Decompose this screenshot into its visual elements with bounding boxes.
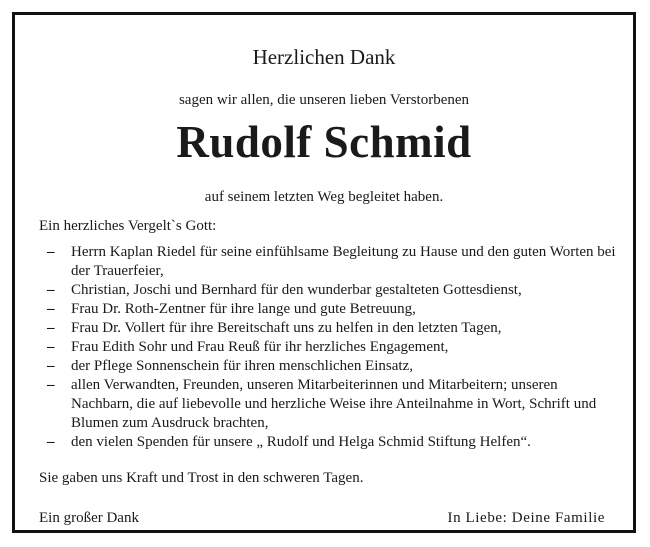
thanks-list [47, 243, 622, 452]
dash-marker: – [47, 377, 55, 393]
list-item [47, 433, 622, 452]
deceased-name: Rudolf Schmid [176, 117, 472, 167]
dash-marker: – [47, 358, 55, 374]
dash-marker: – [47, 282, 55, 298]
dash-marker: – [47, 244, 55, 260]
list-item-text: allen Verwandten, Freunden, unseren Mitarbeiterinnen und Mitarbeitern; unseren Nachbarn, die auf liebevolle und herzliche Weise ihre Anteilnahme in Wort, Schrift und Blumen zum Ausdruck brachten, [71, 377, 597, 431]
list-item [47, 243, 622, 281]
list-item-text: Frau Dr. Roth-Zentner für ihre lange und gute Betreuung, [71, 301, 416, 317]
closing-line: Sie gaben uns Kraft und Trost in den schweren Tagen. [39, 470, 364, 486]
notice-after-name: auf seinem letzten Weg begleitet haben. [204, 189, 444, 205]
notice-intro: sagen wir allen, die unseren lieben Verstorbenen [178, 92, 470, 108]
greeting-line: Ein herzliches Vergelt`s Gott: [39, 218, 217, 234]
list-item-text: Frau Dr. Vollert für ihre Bereitschaft uns zu helfen in den letzten Tagen, [71, 320, 502, 336]
list-item [47, 281, 622, 300]
list-item [47, 319, 622, 338]
list-item-text: Herrn Kaplan Riedel für seine einfühlsame Begleitung zu Hause und den guten Worten bei der Trauerfeier, [71, 244, 616, 279]
list-item [47, 376, 622, 433]
dash-marker: – [47, 301, 55, 317]
list-item-text: Frau Edith Sohr und Frau Reuß für ihr herzliches Engagement, [71, 339, 449, 355]
list-item-text: Christian, Joschi und Bernhard für den wunderbar gestalteten Gottesdienst, [71, 282, 522, 298]
footer-signature: In Liebe: Deine Familie [447, 510, 605, 526]
list-item-text: der Pflege Sonnenschein für ihren menschlichen Einsatz, [71, 358, 413, 374]
list-item-text: den vielen Spenden für unsere „ Rudolf und Helga Schmid Stiftung Helfen“. [71, 434, 531, 450]
list-item [47, 300, 622, 319]
list-item [47, 338, 622, 357]
dash-marker: – [47, 320, 55, 336]
obituary-notice-frame [12, 12, 636, 533]
dash-marker: – [47, 434, 55, 450]
list-item [47, 357, 622, 376]
dash-marker: – [47, 339, 55, 355]
notice-heading: Herzlichen Dank [252, 45, 396, 69]
footer-thanks: Ein großer Dank [39, 510, 139, 526]
